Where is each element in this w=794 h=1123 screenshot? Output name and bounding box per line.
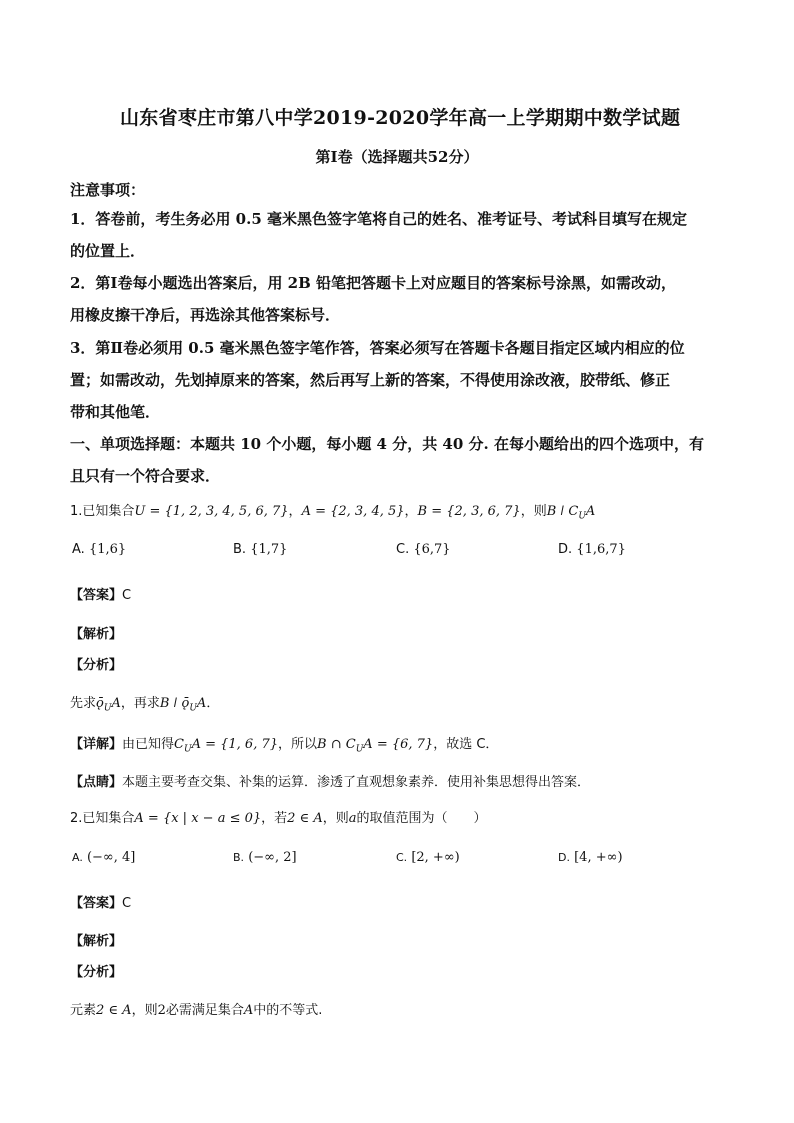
q1-analysis-tag: 【解析】 xyxy=(70,627,123,642)
q1-fenxi-tag: 【分析】 xyxy=(70,658,123,673)
q2-analysis-tag: 【解析】 xyxy=(70,934,123,949)
document-subtitle: 第I卷（选择题共52分） xyxy=(315,148,479,166)
notice-line-1: 1．答卷前，考生务必用 0.5 毫米黑色签字笔将自己的姓名、准考证号、考试科目填写在规定 xyxy=(70,210,687,228)
q2-option-b: B. (−∞, 2] xyxy=(233,850,297,865)
q1-option-d: D. {1,6,7} xyxy=(558,542,626,557)
q1-detail: 【详解】由已知得$C_UA = \{1$, 6, 7}，所以B ∩ $C_UA = \{6$, 7}，故选 C． xyxy=(70,737,499,755)
q1-option-c: C. {6,7} xyxy=(396,542,451,557)
section-heading-line-2: 且只有一个符合要求． xyxy=(70,467,221,485)
q1-answer: 【答案】C xyxy=(70,588,132,603)
question-1-stem: 1.已知集合U = {1, 2, 3, 4, 5, 6, 7}，A = {2, 3, 4, 5}，B = {2, 3, 6, 7}，则B ǀ $C_UA$ xyxy=(70,504,596,522)
question-2-stem: 2.已知集合A = {x | x − a ≤ 0}，若2 ∈ A，则a的取值范围为（ ） xyxy=(70,811,487,826)
notice-line-4: 用橡皮擦干净后，再选涂其他答案标号． xyxy=(70,306,341,324)
notice-line-7: 带和其他笔． xyxy=(70,403,161,421)
section-heading-line-1: 一、单项选择题：本题共 10 个小题，每小题 4 分，共 40 分. 在每小题给出的四个选项中，有 xyxy=(70,435,704,453)
notice-heading: 注意事项： xyxy=(70,181,146,199)
q2-fenxi-tag: 【分析】 xyxy=(70,965,123,980)
q1-option-b: B. {1,7} xyxy=(233,542,288,557)
document-title: 山东省枣庄市第八中学2019-2020学年高一上学期期中数学试题 xyxy=(120,107,681,129)
q2-fenxi-text: 元素2 ∈ A，则2必需满足集合A中的不等式. xyxy=(70,1003,323,1018)
notice-line-5: 3．第Ⅱ卷必须用 0.5 毫米黑色签字笔作答，答案必须写在答题卡各题目指定区域内相应的位 xyxy=(70,339,685,357)
notice-line-6: 置；如需改动，先划掉原来的答案，然后再写上新的答案，不得使用涂改液，胶带纸、修正 xyxy=(70,371,671,389)
q2-option-a: A. (−∞, 4] xyxy=(72,850,136,865)
notice-line-2: 的位置上． xyxy=(70,242,146,260)
q2-option-d: D. [4, +∞) xyxy=(558,850,623,865)
q2-answer: 【答案】C xyxy=(70,896,132,911)
q2-option-c: C. [2, +∞) xyxy=(396,850,460,865)
q1-fenxi-text: 先求$ǭ_UA$，再求B ǀ $ǭ_UA$． xyxy=(70,696,220,714)
notice-line-3: 2．第Ⅰ卷每小题选出答案后，用 2B 铅笔把答题卡上对应题目的答案标号涂黑，如需改动， xyxy=(70,274,677,292)
q1-comment: 【点睛】本题主要考查交集、补集的运算．渗透了直观想象素养．使用补集思想得出答案． xyxy=(70,775,591,790)
q1-option-a: A. {1,6} xyxy=(72,542,127,557)
